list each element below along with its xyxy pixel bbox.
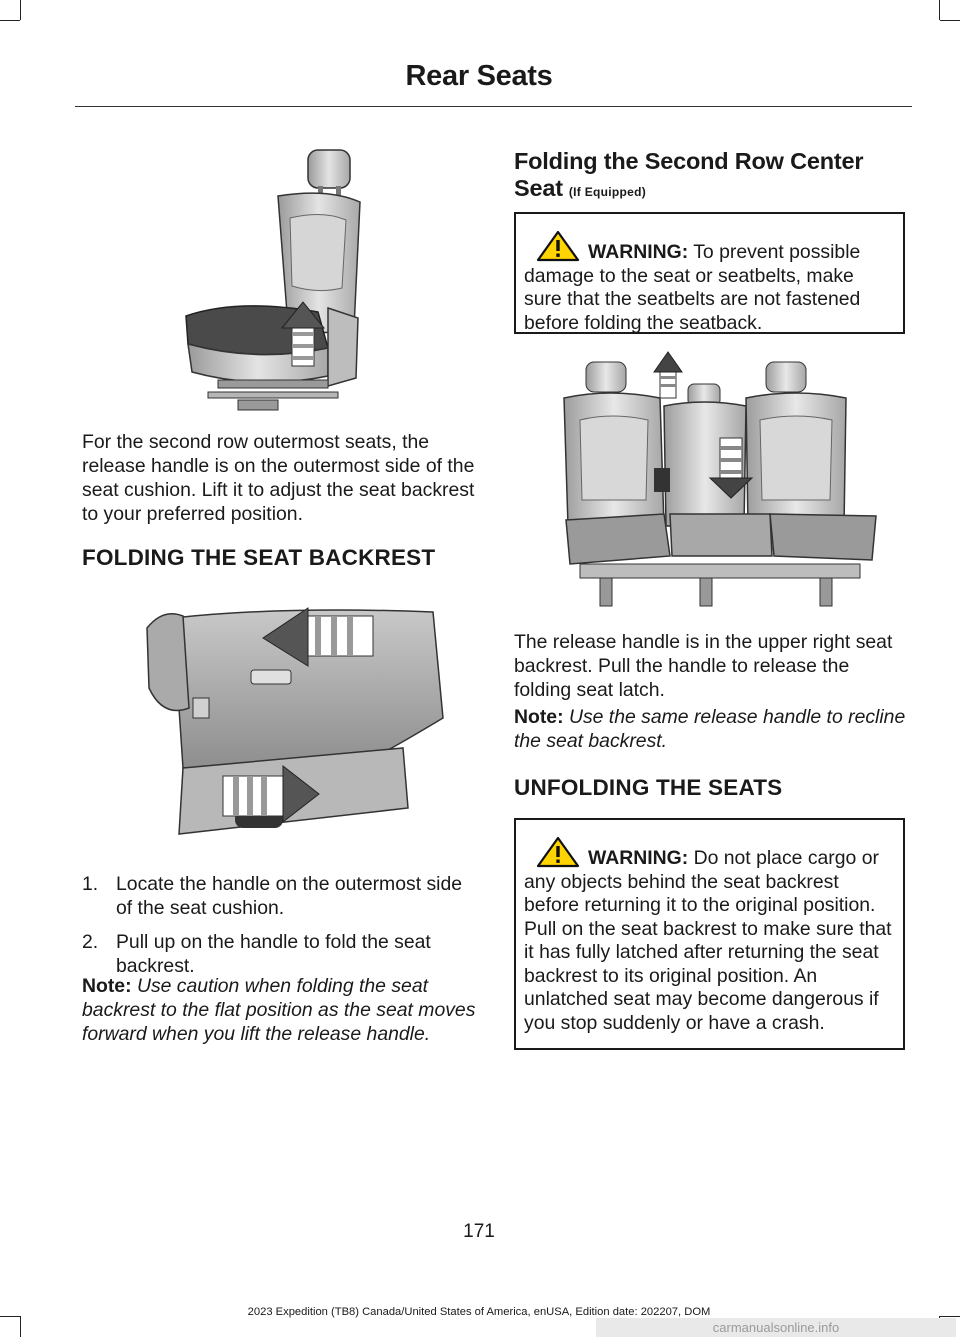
intro-paragraph: For the second row outermost seats, the release handle is on the outermost side of the seat cushion. Lift it to adjust the seat backrest to your preferred position. <box>82 431 475 525</box>
step-text: Locate the handle on the outermost side of the seat cushion. <box>116 873 463 919</box>
warning-triangle-icon <box>536 836 580 868</box>
crop-mark <box>20 1316 21 1337</box>
watermark: carmanualsonline.info <box>596 1318 956 1337</box>
step-number: 2. <box>82 931 99 953</box>
page-title: Rear Seats <box>405 60 553 92</box>
warning-box <box>514 212 905 334</box>
header-divider <box>75 106 912 107</box>
center-seat-heading-text: Folding the Second Row Center Seat <box>514 148 864 201</box>
crop-mark <box>940 20 960 21</box>
fold-backrest-illustration <box>143 598 455 850</box>
seat-recline-illustration <box>178 148 378 414</box>
release-handle-paragraph: The release handle is in the upper right seat backrest. Pull the handle to release the folding seat latch. <box>514 631 893 701</box>
crop-mark <box>939 0 940 20</box>
note-text: Use caution when folding the seat backrest to the flat position as the seat moves forward when you lift the release handle. <box>82 975 476 1045</box>
second-row-seats-illustration <box>560 350 884 612</box>
warning-text: Do not place cargo or any objects behind the seat backrest before returning it to the original position. Pull on the seat backrest to make sure that it has fully latched after returning the seat backrest to its original position. An unlatched seat may become dangerous if you stop suddenly or have a crash. <box>524 847 892 1034</box>
if-equipped-tag: (If Equipped) <box>568 185 647 199</box>
warning-text: To prevent possible damage to the seat or seatbelts, make sure that the seatbelts are not fastened before folding the seatback. <box>524 241 861 334</box>
note-label: Note: <box>514 706 564 728</box>
recline-note <box>514 705 909 753</box>
list-item <box>82 930 478 978</box>
list-item <box>82 872 478 920</box>
step-text: Pull up on the handle to fold the seat backrest. <box>116 931 431 977</box>
page-number: 171 <box>463 1221 495 1242</box>
fold-backrest-heading: FOLDING THE SEAT BACKREST <box>82 545 436 570</box>
step-number: 1. <box>82 873 99 895</box>
fold-note <box>82 974 478 1046</box>
warning-label: WARNING: <box>588 847 689 869</box>
up-arrow-icon <box>654 352 682 398</box>
fold-steps-list <box>82 872 478 978</box>
note-text: Use the same release handle to recline the seat backrest. <box>514 706 906 752</box>
warning-box <box>514 818 905 1050</box>
footer-edition-info: 2023 Expedition (TB8) Canada/United States of America, enUSA, Edition date: 202207, DOM <box>247 1306 711 1318</box>
warning-triangle-icon <box>536 230 580 262</box>
note-label: Note: <box>82 975 132 997</box>
warning-label: WARNING: <box>588 241 689 263</box>
crop-mark <box>0 20 20 21</box>
unfold-seats-heading: UNFOLDING THE SEATS <box>514 775 783 800</box>
crop-mark <box>20 0 21 20</box>
center-seat-heading <box>514 148 909 206</box>
